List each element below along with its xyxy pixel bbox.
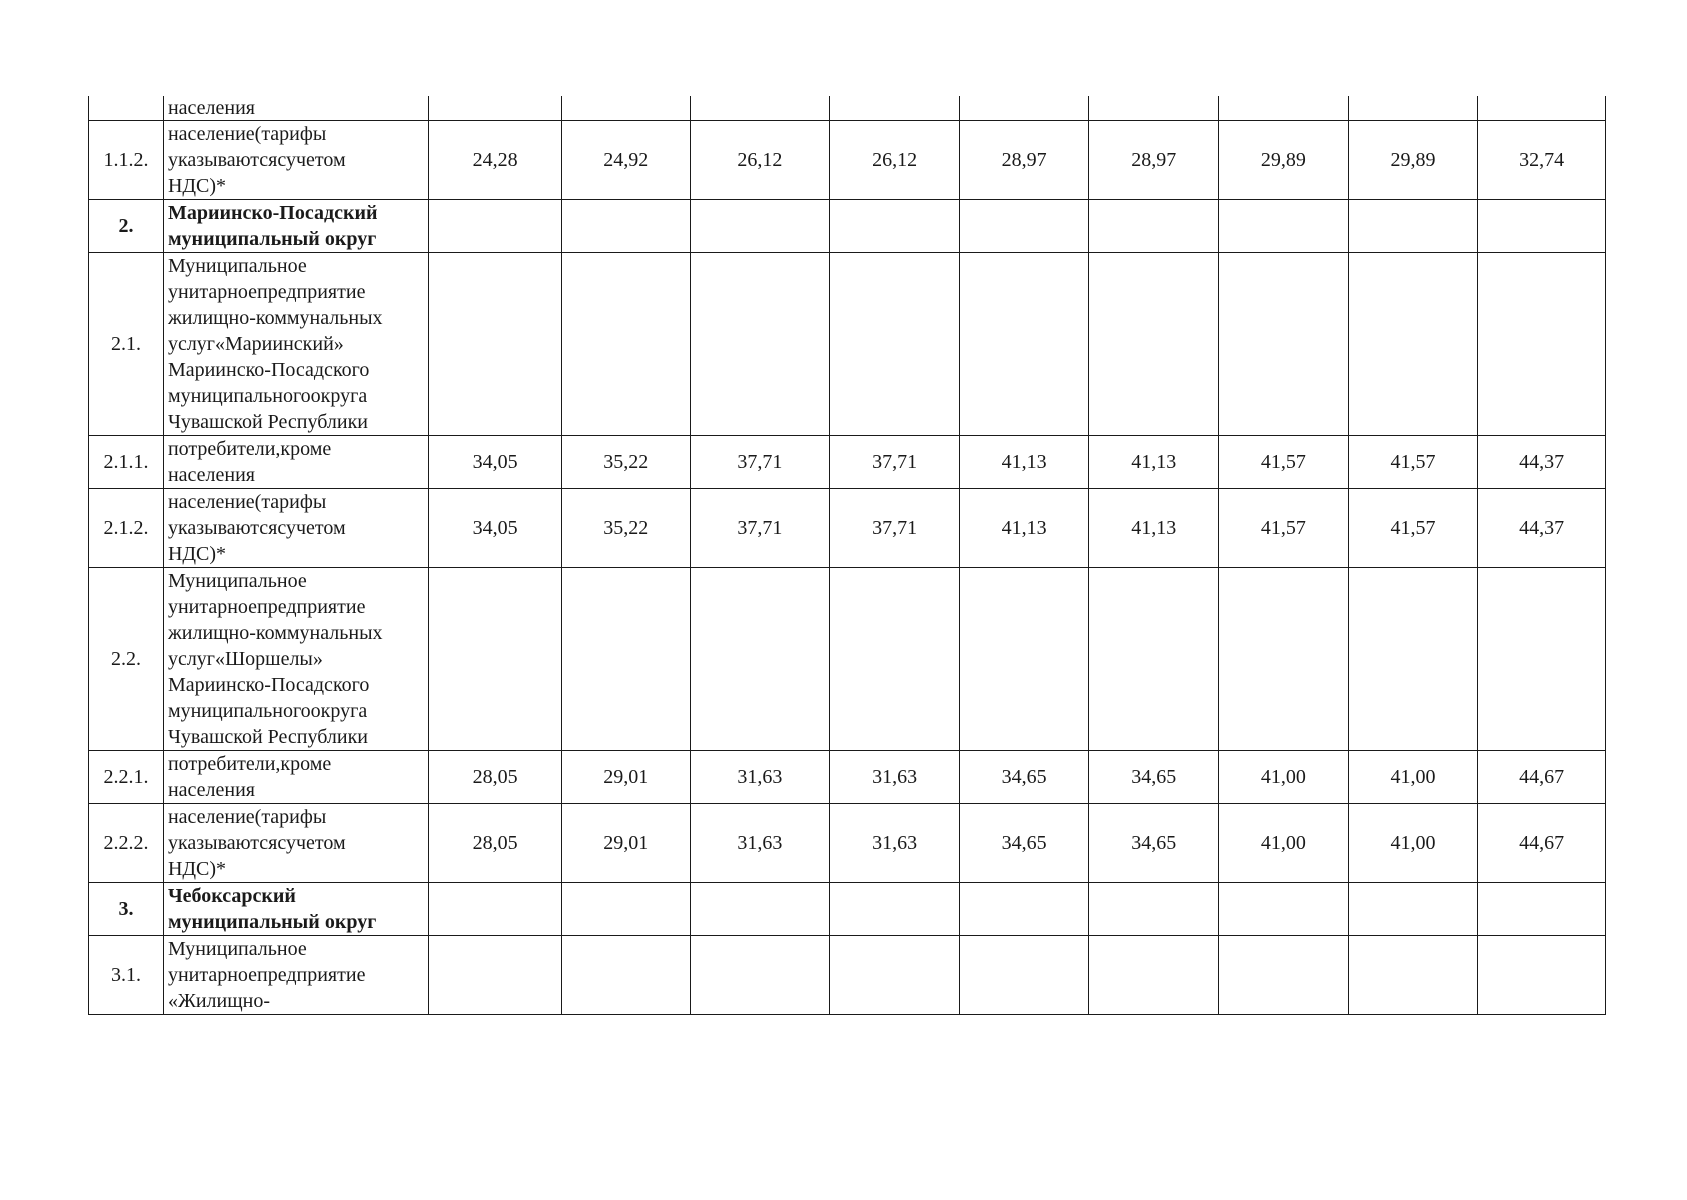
- tariff-value-cell: 41,57: [1348, 489, 1478, 568]
- tariff-value-cell: [561, 96, 690, 121]
- row-name-word: учетом: [286, 517, 346, 539]
- tariff-value-cell: 44,67: [1478, 804, 1606, 883]
- table-row: [89, 200, 1606, 253]
- tariff-value-cell: 41,00: [1348, 751, 1478, 804]
- tariff-value-cell: 31,63: [690, 751, 830, 804]
- tariff-value-cell: 31,63: [690, 804, 830, 883]
- tariff-value-cell: 44,37: [1478, 489, 1606, 568]
- row-number-cell: 2.: [89, 200, 164, 253]
- row-name-word: с: [277, 149, 286, 171]
- tariff-value-cell: [1219, 253, 1349, 436]
- table-row: [89, 883, 1606, 936]
- row-number-cell: 2.2.2.: [89, 804, 164, 883]
- tariff-value-cell: [1219, 200, 1349, 253]
- row-name-word: услуг: [167, 648, 215, 670]
- tariff-value-cell: 34,65: [959, 804, 1089, 883]
- tariff-value-cell: [1219, 96, 1349, 121]
- tariff-value-cell: 31,63: [830, 804, 960, 883]
- row-name-word: (тарифы: [254, 806, 327, 828]
- tariff-value-cell: 35,22: [561, 436, 690, 489]
- tariff-value-cell: [830, 568, 960, 751]
- tariff-value-cell: [690, 936, 830, 1015]
- tariff-value-cell: [1089, 883, 1219, 936]
- tariff-value-cell: [429, 883, 562, 936]
- row-name-line: НДС)*: [167, 543, 227, 565]
- row-name-line: [168, 436, 424, 462]
- tariff-value-cell: [1089, 936, 1219, 1015]
- tariff-value-cell: [1219, 883, 1349, 936]
- row-name-cell: [163, 489, 428, 568]
- row-name-word: население: [167, 806, 255, 828]
- tariff-value-cell: [1219, 936, 1349, 1015]
- row-name-word: с: [277, 517, 286, 539]
- row-number-cell: [89, 96, 164, 121]
- tariff-value-cell: 28,05: [429, 751, 562, 804]
- row-name-word: население: [167, 123, 255, 145]
- row-number-cell: 2.1.1.: [89, 436, 164, 489]
- tariff-value-cell: 32,74: [1478, 121, 1606, 200]
- tariff-value-cell: 26,12: [830, 121, 960, 200]
- table-row: [89, 436, 1606, 489]
- tariff-value-cell: [690, 253, 830, 436]
- tariff-table-body: [89, 96, 1606, 1015]
- row-name-word: унитарное: [167, 596, 258, 618]
- row-name-word: потребители,: [167, 438, 281, 460]
- tariff-value-cell: [959, 96, 1089, 121]
- row-name-word: (тарифы: [254, 491, 327, 513]
- tariff-value-cell: [830, 253, 960, 436]
- row-name-line: жилищно-коммунальных: [167, 307, 383, 329]
- tariff-value-cell: 41,13: [1089, 489, 1219, 568]
- tariff-value-cell: [561, 200, 690, 253]
- tariff-value-cell: 34,65: [1089, 804, 1219, 883]
- tariff-value-cell: [1089, 253, 1219, 436]
- tariff-value-cell: [429, 96, 562, 121]
- row-name-word: «Мариинский»: [215, 333, 344, 355]
- row-name-line: [168, 751, 424, 777]
- tariff-value-cell: [1478, 200, 1606, 253]
- tariff-value-cell: 34,05: [429, 436, 562, 489]
- row-name-line: муниципальный округ: [167, 228, 377, 250]
- row-name-line: [168, 515, 424, 541]
- row-name-word: указываются: [167, 517, 278, 539]
- tariff-value-cell: [830, 96, 960, 121]
- table-row: [89, 751, 1606, 804]
- tariff-value-cell: [1089, 96, 1219, 121]
- row-name-word: (тарифы: [254, 123, 327, 145]
- row-name-line: Мариинско-Посадского: [167, 359, 370, 381]
- row-name-word: указываются: [167, 832, 278, 854]
- tariff-value-cell: [1478, 253, 1606, 436]
- row-name-line: [168, 962, 424, 988]
- tariff-value-cell: 28,97: [1089, 121, 1219, 200]
- row-name-line: НДС)*: [167, 858, 227, 880]
- tariff-value-cell: 31,63: [830, 751, 960, 804]
- tariff-value-cell: 29,01: [561, 804, 690, 883]
- tariff-value-cell: 37,71: [690, 436, 830, 489]
- row-name-line: [168, 147, 424, 173]
- tariff-value-cell: 41,13: [959, 489, 1089, 568]
- row-name-word: потребители,: [167, 753, 281, 775]
- tariff-value-cell: [429, 200, 562, 253]
- tariff-value-cell: 34,65: [1089, 751, 1219, 804]
- tariff-value-cell: 41,00: [1219, 751, 1349, 804]
- row-number-cell: 2.2.: [89, 568, 164, 751]
- row-name-cell: [163, 121, 428, 200]
- tariff-value-cell: 29,89: [1219, 121, 1349, 200]
- tariff-value-cell: 37,71: [830, 489, 960, 568]
- row-name-line: Чувашской Республики: [167, 411, 369, 433]
- row-name-line: [168, 804, 424, 830]
- tariff-value-cell: 28,97: [959, 121, 1089, 200]
- row-name-line: «Жилищно-: [167, 990, 271, 1012]
- row-name-cell: [163, 200, 428, 253]
- row-name-word: округа: [310, 385, 368, 407]
- tariff-value-cell: [959, 883, 1089, 936]
- row-name-cell: [163, 751, 428, 804]
- tariff-value-cell: 41,57: [1219, 436, 1349, 489]
- row-name-cell: [163, 568, 428, 751]
- tariff-value-cell: 37,71: [690, 489, 830, 568]
- tariff-table: [88, 96, 1606, 1015]
- row-name-cell: [163, 96, 428, 121]
- tariff-value-cell: [690, 96, 830, 121]
- row-name-line: [168, 331, 424, 357]
- row-name-line: [168, 594, 424, 620]
- tariff-value-cell: [429, 568, 562, 751]
- tariff-value-cell: [830, 200, 960, 253]
- row-name-line: [168, 698, 424, 724]
- tariff-value-cell: [959, 936, 1089, 1015]
- row-name-line: населения: [167, 779, 255, 801]
- tariff-value-cell: [561, 936, 690, 1015]
- tariff-value-cell: [830, 883, 960, 936]
- row-name-line: Мариинско-Посадского: [167, 674, 370, 696]
- row-name-line: [168, 121, 424, 147]
- row-number-cell: 2.1.: [89, 253, 164, 436]
- tariff-value-cell: [1478, 883, 1606, 936]
- tariff-value-cell: [429, 936, 562, 1015]
- tariff-value-cell: 24,92: [561, 121, 690, 200]
- row-name-word: с: [277, 832, 286, 854]
- row-name-word: муниципального: [167, 700, 311, 722]
- row-number-cell: 3.: [89, 883, 164, 936]
- tariff-value-cell: 28,05: [429, 804, 562, 883]
- tariff-value-cell: [690, 883, 830, 936]
- row-number-cell: 2.2.1.: [89, 751, 164, 804]
- row-name-line: муниципальный округ: [167, 911, 377, 933]
- row-number-cell: 3.1.: [89, 936, 164, 1015]
- row-name-word: «Шоршелы»: [215, 648, 323, 670]
- tariff-value-cell: 41,13: [1089, 436, 1219, 489]
- tariff-value-cell: [1478, 936, 1606, 1015]
- table-row: [89, 936, 1606, 1015]
- tariff-value-cell: 24,28: [429, 121, 562, 200]
- row-name-line: [168, 383, 424, 409]
- tariff-value-cell: [830, 936, 960, 1015]
- row-name-line: [168, 489, 424, 515]
- row-name-line: Муниципальное: [167, 938, 307, 960]
- row-name-cell: [163, 936, 428, 1015]
- tariff-value-cell: [429, 253, 562, 436]
- table-row: [89, 489, 1606, 568]
- row-name-line: Чувашской Республики: [167, 726, 369, 748]
- row-name-line: [168, 830, 424, 856]
- tariff-value-cell: [690, 200, 830, 253]
- row-name-word: учетом: [286, 149, 346, 171]
- row-name-line: Чебоксарский: [167, 885, 296, 907]
- row-name-line: Мариинско-Посадский: [167, 202, 378, 224]
- row-name-word: кроме: [280, 438, 332, 460]
- tariff-value-cell: [959, 200, 1089, 253]
- tariff-value-cell: 41,00: [1219, 804, 1349, 883]
- tariff-value-cell: 41,57: [1348, 436, 1478, 489]
- row-name-word: унитарное: [167, 281, 258, 303]
- row-name-line: [168, 646, 424, 672]
- row-name-line: Муниципальное: [167, 570, 307, 592]
- row-number-cell: 2.1.2.: [89, 489, 164, 568]
- tariff-value-cell: [561, 883, 690, 936]
- tariff-value-cell: 26,12: [690, 121, 830, 200]
- row-name-cell: [163, 883, 428, 936]
- table-row: [89, 96, 1606, 121]
- tariff-value-cell: [1478, 96, 1606, 121]
- tariff-value-cell: 29,89: [1348, 121, 1478, 200]
- tariff-value-cell: [1348, 568, 1478, 751]
- tariff-value-cell: [1348, 883, 1478, 936]
- row-name-line: НДС)*: [167, 175, 227, 197]
- row-name-word: предприятие: [257, 281, 366, 303]
- tariff-value-cell: [690, 568, 830, 751]
- row-name-word: услуг: [167, 333, 215, 355]
- tariff-value-cell: 41,00: [1348, 804, 1478, 883]
- tariff-value-cell: 41,57: [1219, 489, 1349, 568]
- row-name-word: предприятие: [257, 964, 366, 986]
- tariff-value-cell: 44,37: [1478, 436, 1606, 489]
- row-name-cell: [163, 804, 428, 883]
- row-name-word: население: [167, 491, 255, 513]
- table-row: [89, 121, 1606, 200]
- tariff-value-cell: [1348, 936, 1478, 1015]
- tariff-value-cell: [1089, 200, 1219, 253]
- tariff-value-cell: [1348, 200, 1478, 253]
- tariff-value-cell: [959, 253, 1089, 436]
- tariff-value-cell: [1348, 253, 1478, 436]
- tariff-value-cell: [1219, 568, 1349, 751]
- table-row: [89, 253, 1606, 436]
- tariff-value-cell: 34,65: [959, 751, 1089, 804]
- tariff-value-cell: [1089, 568, 1219, 751]
- tariff-value-cell: [1348, 96, 1478, 121]
- row-name-word: округа: [310, 700, 368, 722]
- row-name-line: жилищно-коммунальных: [167, 622, 383, 644]
- row-name-word: кроме: [280, 753, 332, 775]
- tariff-value-cell: 29,01: [561, 751, 690, 804]
- row-name-word: унитарное: [167, 964, 258, 986]
- row-name-line: Муниципальное: [167, 255, 307, 277]
- row-name-word: указываются: [167, 149, 278, 171]
- row-name-word: муниципального: [167, 385, 311, 407]
- row-name-word: учетом: [286, 832, 346, 854]
- tariff-value-cell: 37,71: [830, 436, 960, 489]
- tariff-value-cell: [561, 253, 690, 436]
- tariff-value-cell: [561, 568, 690, 751]
- row-number-cell: 1.1.2.: [89, 121, 164, 200]
- row-name-line: населения: [167, 97, 255, 119]
- tariff-value-cell: 35,22: [561, 489, 690, 568]
- row-name-cell: [163, 253, 428, 436]
- tariff-value-cell: 34,05: [429, 489, 562, 568]
- table-row: [89, 568, 1606, 751]
- table-row: [89, 804, 1606, 883]
- tariff-value-cell: [959, 568, 1089, 751]
- row-name-cell: [163, 436, 428, 489]
- row-name-line: населения: [167, 464, 255, 486]
- tariff-value-cell: 41,13: [959, 436, 1089, 489]
- row-name-line: [168, 279, 424, 305]
- row-name-word: предприятие: [257, 596, 366, 618]
- tariff-value-cell: 44,67: [1478, 751, 1606, 804]
- tariff-value-cell: [1478, 568, 1606, 751]
